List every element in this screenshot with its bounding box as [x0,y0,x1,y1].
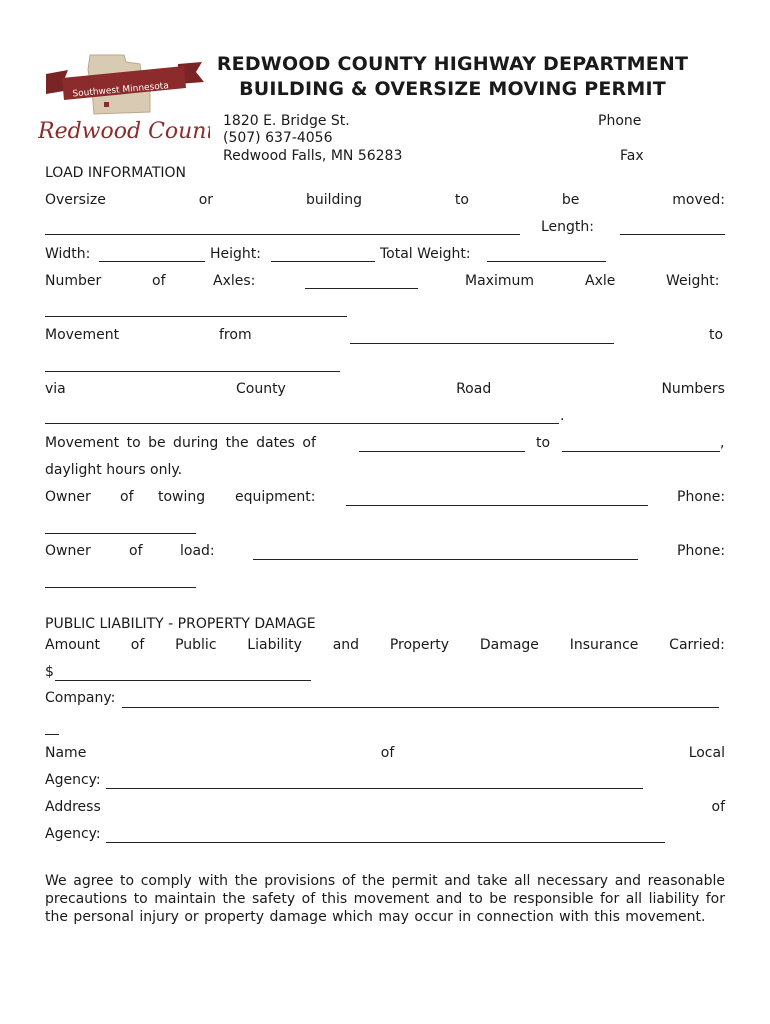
total-weight-label: Total Weight: [380,246,471,262]
word: or [198,192,214,208]
word: Local [688,745,725,761]
load-phone-label: Phone: [677,543,726,559]
owner-word: Owner [45,489,91,505]
word: Public [175,637,217,653]
form-title-line2: BUILDING & OVERSIZE MOVING PERMIT [239,78,666,100]
load-section-title: LOAD INFORMATION [45,165,187,181]
word: of [711,799,725,815]
word: Numbers [661,381,725,397]
owner-word: towing [158,489,206,505]
word: County [235,381,286,397]
amount-row [45,637,725,653]
number-of-axles-field[interactable] [305,288,418,289]
word: Liability [247,637,302,653]
redwood-county-logo [38,50,210,150]
date-from-field[interactable] [359,451,525,452]
word: moved: [672,192,725,208]
word: be [561,192,580,208]
address-line1: 1820 E. Bridge St. [223,113,350,129]
insurance-amount-field[interactable] [55,680,311,681]
owner-word: equipment: [235,489,316,505]
height-field[interactable] [271,261,375,262]
from-label: from [219,327,252,343]
total-weight-field[interactable] [487,261,606,262]
owner-load-field[interactable] [253,559,638,560]
owner-towing-field[interactable] [346,505,648,506]
company-label: Company: [45,690,116,706]
company-field[interactable] [122,707,719,708]
load-phone-field[interactable] [45,587,196,588]
word: Amount [45,637,101,653]
dates-text: Movement to be during the dates of [45,435,316,451]
fax-label: Fax [620,148,644,164]
word: building [305,192,363,208]
oversize-row [45,192,725,208]
towing-phone-label: Phone: [677,489,726,505]
owner-word: of [120,489,134,505]
logo-graphic [38,50,210,150]
towing-phone-field[interactable] [45,533,196,534]
dates-comma: , [720,435,725,451]
word: of [380,745,395,761]
dates-to-label: to [536,435,551,451]
max-axle-word: Axle [585,273,616,289]
owner-load-word: Owner [45,543,91,559]
axles-word: of [152,273,166,289]
period: . [560,408,565,424]
word: via [45,381,66,397]
agency-address-field[interactable] [106,842,665,843]
phone-label-header: Phone [598,113,642,129]
word: Carried: [669,637,725,653]
height-label: Height: [210,246,261,262]
oversize-description-field[interactable] [45,234,520,235]
agency-name-field[interactable] [106,788,643,789]
agency-name-label: Agency: [45,772,101,788]
word: Road [456,381,492,397]
phone-number: (507) 637-4056 [223,130,333,146]
width-label: Width: [45,246,91,262]
logo-script-text: Redwood County [38,119,210,144]
axles-word: Number [45,273,102,289]
movement-from-field[interactable] [350,343,614,344]
word: Oversize [45,192,106,208]
axles-word: Axles: [213,273,256,289]
max-axle-word: Maximum [465,273,534,289]
form-title-line1: REDWOOD COUNTY HIGHWAY DEPARTMENT [216,53,689,75]
owner-load-word: of [129,543,143,559]
company-field-continued[interactable] [45,734,59,735]
movement-to-field[interactable] [45,371,340,372]
width-field[interactable] [99,261,205,262]
owner-load-word: load: [180,543,215,559]
date-to-field[interactable] [562,451,720,452]
to-label: to [709,327,724,343]
length-label: Length: [541,219,595,235]
word: Damage [479,637,539,653]
address-line2: Redwood Falls, MN 56283 [223,148,403,164]
address-row [45,799,725,815]
word: to [454,192,469,208]
length-field[interactable] [620,234,725,235]
movement-label: Movement [45,327,120,343]
name-local-row [45,745,725,761]
word: and [332,637,360,653]
max-axle-word: Weight: [666,273,720,289]
county-road-numbers-field[interactable] [45,423,559,424]
max-axle-weight-field[interactable] [45,316,347,317]
word: Property [389,637,450,653]
word: Insurance [569,637,639,653]
agreement-paragraph: We agree to comply with the provisions of the permit and take all necessary and reasonable precautions to maintain the safety of this movement and to be responsible for all liability for the personal injury or property damage which may occur in connection with this movement. [45,873,725,925]
via-row [45,381,725,397]
liability-section-title: PUBLIC LIABILITY - PROPERTY DAMAGE [45,616,316,632]
word: Name [45,745,87,761]
word: Address [45,799,101,815]
daylight-text: daylight hours only. [45,462,183,478]
dollar-sign: $ [45,664,54,680]
word: of [130,637,145,653]
logo-banner-text: Southwest Minnesota [72,81,170,100]
agency-address-label: Agency: [45,826,101,842]
